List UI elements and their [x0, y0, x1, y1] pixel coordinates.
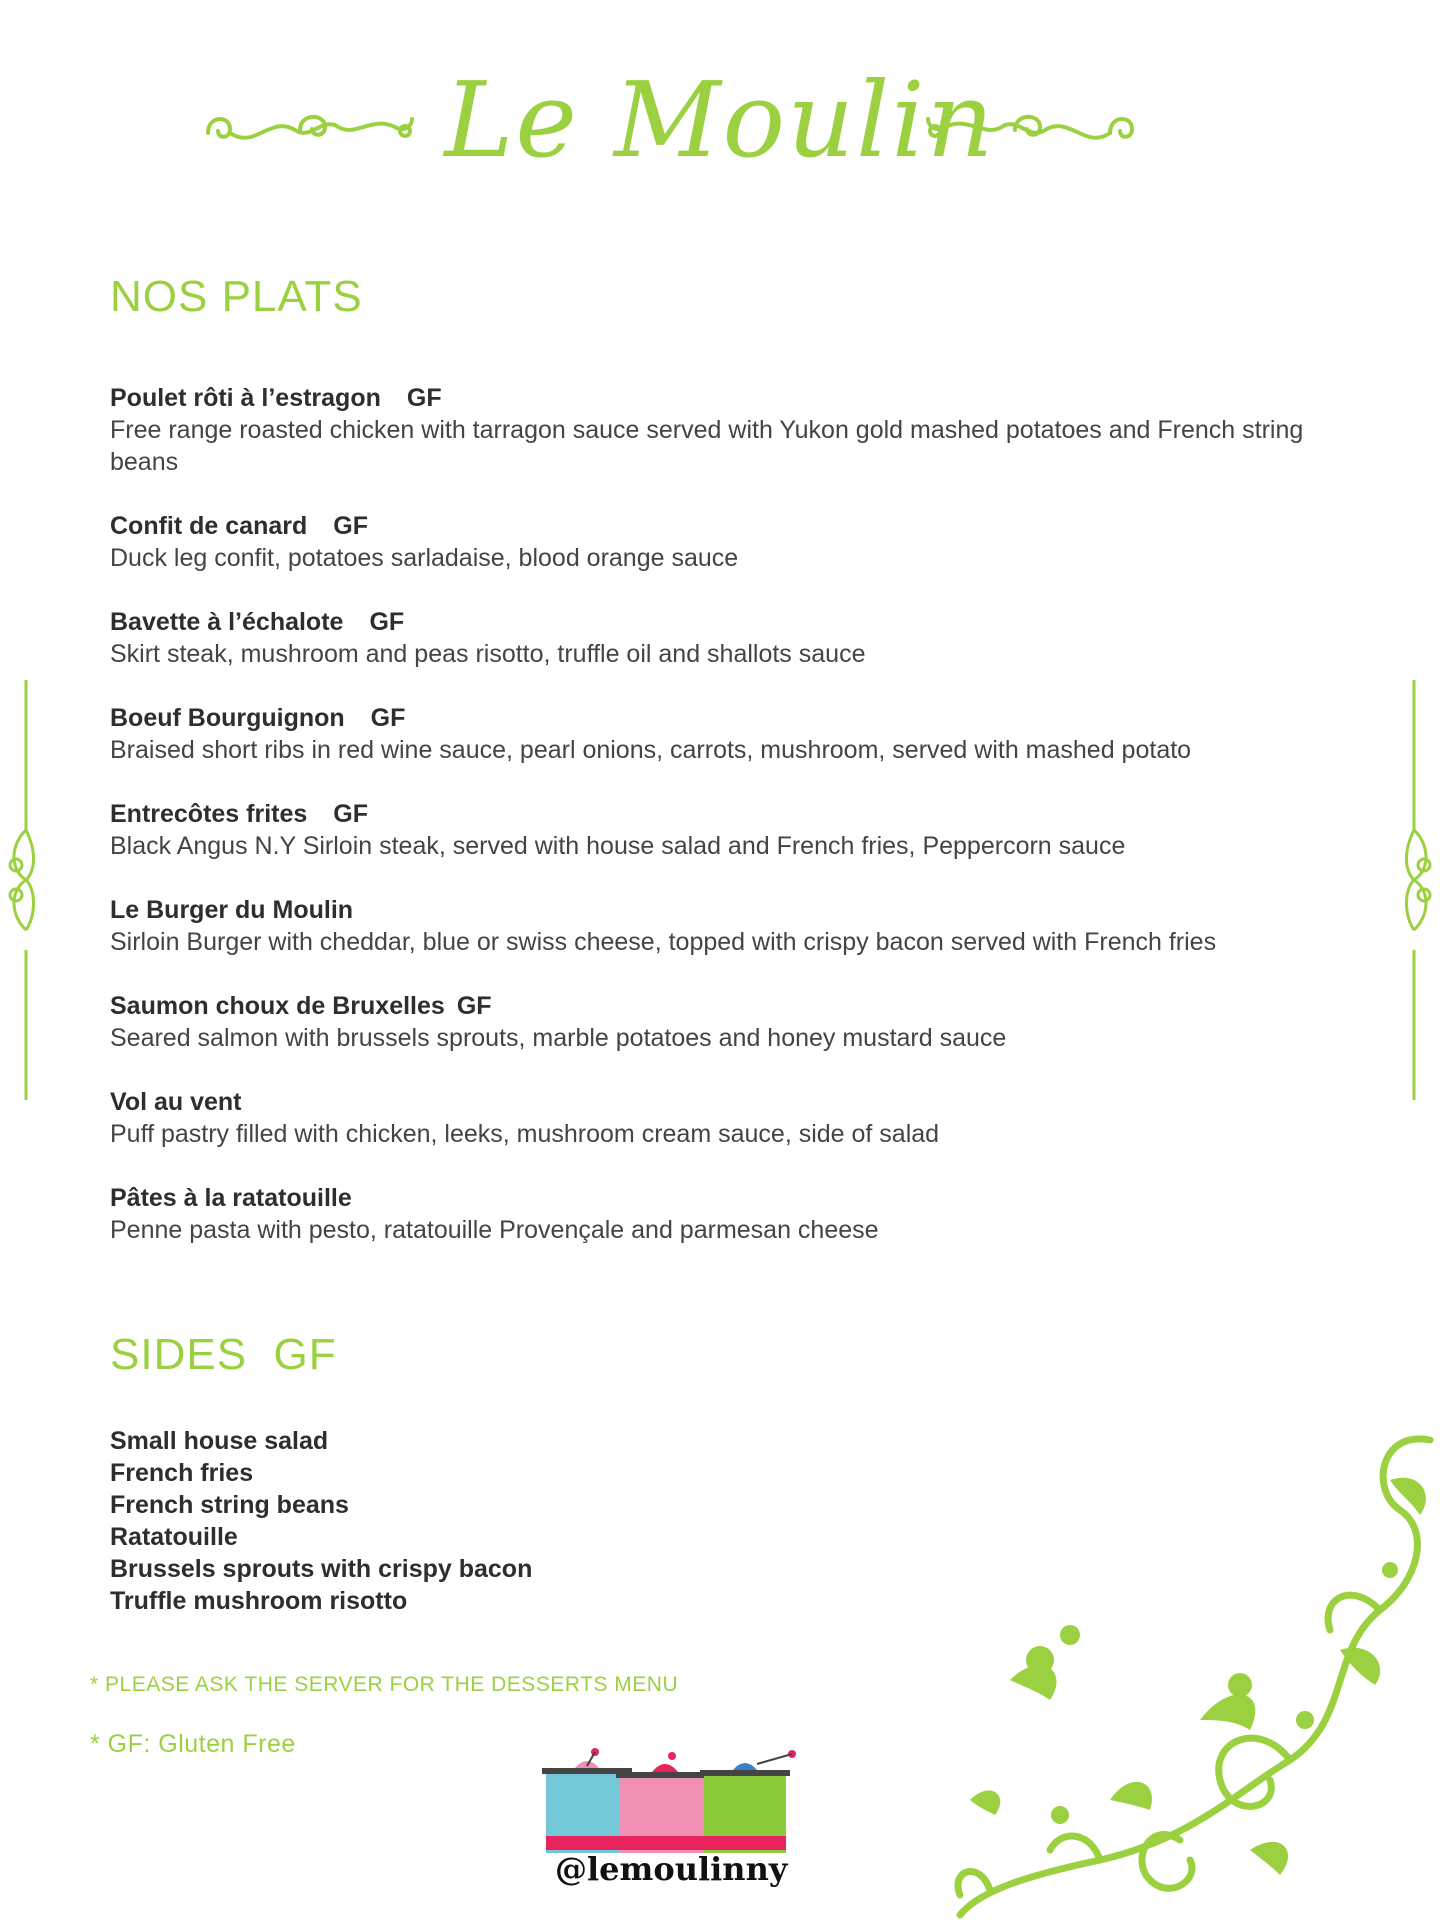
- dish-name: Entrecôtes frites: [110, 800, 308, 828]
- dish-item: [110, 798, 1340, 862]
- dish-description: Sirloin Burger with cheddar, blue or swiss cheese, topped with crispy bacon served with French fries: [110, 928, 1217, 956]
- desserts-note: * PLEASE ASK THE SERVER FOR THE DESSERTS MENU: [90, 1673, 679, 1696]
- side-item: Brussels sprouts with crispy bacon: [110, 1555, 533, 1583]
- dish-name: Poulet rôti à l’estragon: [110, 384, 381, 412]
- dish-description: Seared salmon with brussels sprouts, marble potatoes and honey mustard sauce: [110, 1024, 1007, 1052]
- side-item: Small house salad: [110, 1427, 329, 1455]
- dish-description: Skirt steak, mushroom and peas risotto, truffle oil and shallots sauce: [110, 640, 866, 668]
- dish-item: [110, 606, 1340, 670]
- dish-item: [110, 894, 1340, 958]
- side-item: Truffle mushroom risotto: [110, 1587, 408, 1615]
- dish-name: Vol au vent: [110, 1088, 242, 1116]
- dish-name: Boeuf Bourguignon: [110, 704, 345, 732]
- dish-description: Duck leg confit, potatoes sarladaise, blood orange sauce: [110, 544, 739, 572]
- dish-item: [110, 382, 1340, 478]
- dish-name: Confit de canard: [110, 512, 308, 540]
- gluten-free-tag: GF: [369, 608, 405, 636]
- section-title-sides: SIDES GF: [110, 1330, 337, 1379]
- dish-item: [110, 1086, 1340, 1150]
- dish-item: [110, 990, 1340, 1054]
- dish-name: Le Burger du Moulin: [110, 896, 354, 924]
- gluten-free-tag: GF: [333, 800, 369, 828]
- floral-corner-ornament: [950, 1420, 1440, 1920]
- gluten-free-note: * GF: Gluten Free: [90, 1730, 296, 1758]
- restaurant-title: Le Moulin: [444, 59, 996, 181]
- gluten-free-tag: GF: [456, 992, 492, 1020]
- dish-item: [110, 1182, 1340, 1246]
- dish-description: Free range roasted chicken with tarragon sauce served with Yukon gold mashed potatoes and French string beans: [110, 416, 1304, 476]
- side-item: Ratatouille: [110, 1523, 238, 1551]
- sides-list: [110, 1425, 532, 1617]
- dish-name: Pâtes à la ratatouille: [110, 1184, 352, 1212]
- dish-item: [110, 702, 1340, 766]
- social-handle: @lemoulinny: [555, 1850, 788, 1888]
- right-border-ornament: [1400, 680, 1440, 1100]
- menu-header: [0, 55, 1440, 185]
- dish-description: Penne pasta with pesto, ratatouille Provençale and parmesan cheese: [110, 1216, 879, 1244]
- left-border-ornament: [0, 680, 40, 1100]
- dish-description: Black Angus N.Y Sirloin steak, served with house salad and French fries, Peppercorn sauce: [110, 832, 1126, 860]
- dish-description: Puff pastry filled with chicken, leeks, mushroom cream sauce, side of salad: [110, 1120, 940, 1148]
- dish-name: Bavette à l’échalote: [110, 608, 344, 636]
- gluten-free-tag: GF: [406, 384, 442, 412]
- side-item: French string beans: [110, 1491, 349, 1519]
- gluten-free-tag: GF: [370, 704, 406, 732]
- mill-logo-illustration: [540, 1748, 810, 1858]
- side-item: French fries: [110, 1459, 254, 1487]
- dish-item: [110, 510, 1340, 574]
- right-swirl-ornament: [920, 105, 1140, 155]
- dish-name: Saumon choux de Bruxelles: [110, 992, 445, 1020]
- section-title-main: NOS PLATS: [110, 272, 363, 321]
- gluten-free-tag: GF: [333, 512, 368, 540]
- dish-description: Braised short ribs in red wine sauce, pearl onions, carrots, mushroom, served with mashed potato: [110, 736, 1192, 764]
